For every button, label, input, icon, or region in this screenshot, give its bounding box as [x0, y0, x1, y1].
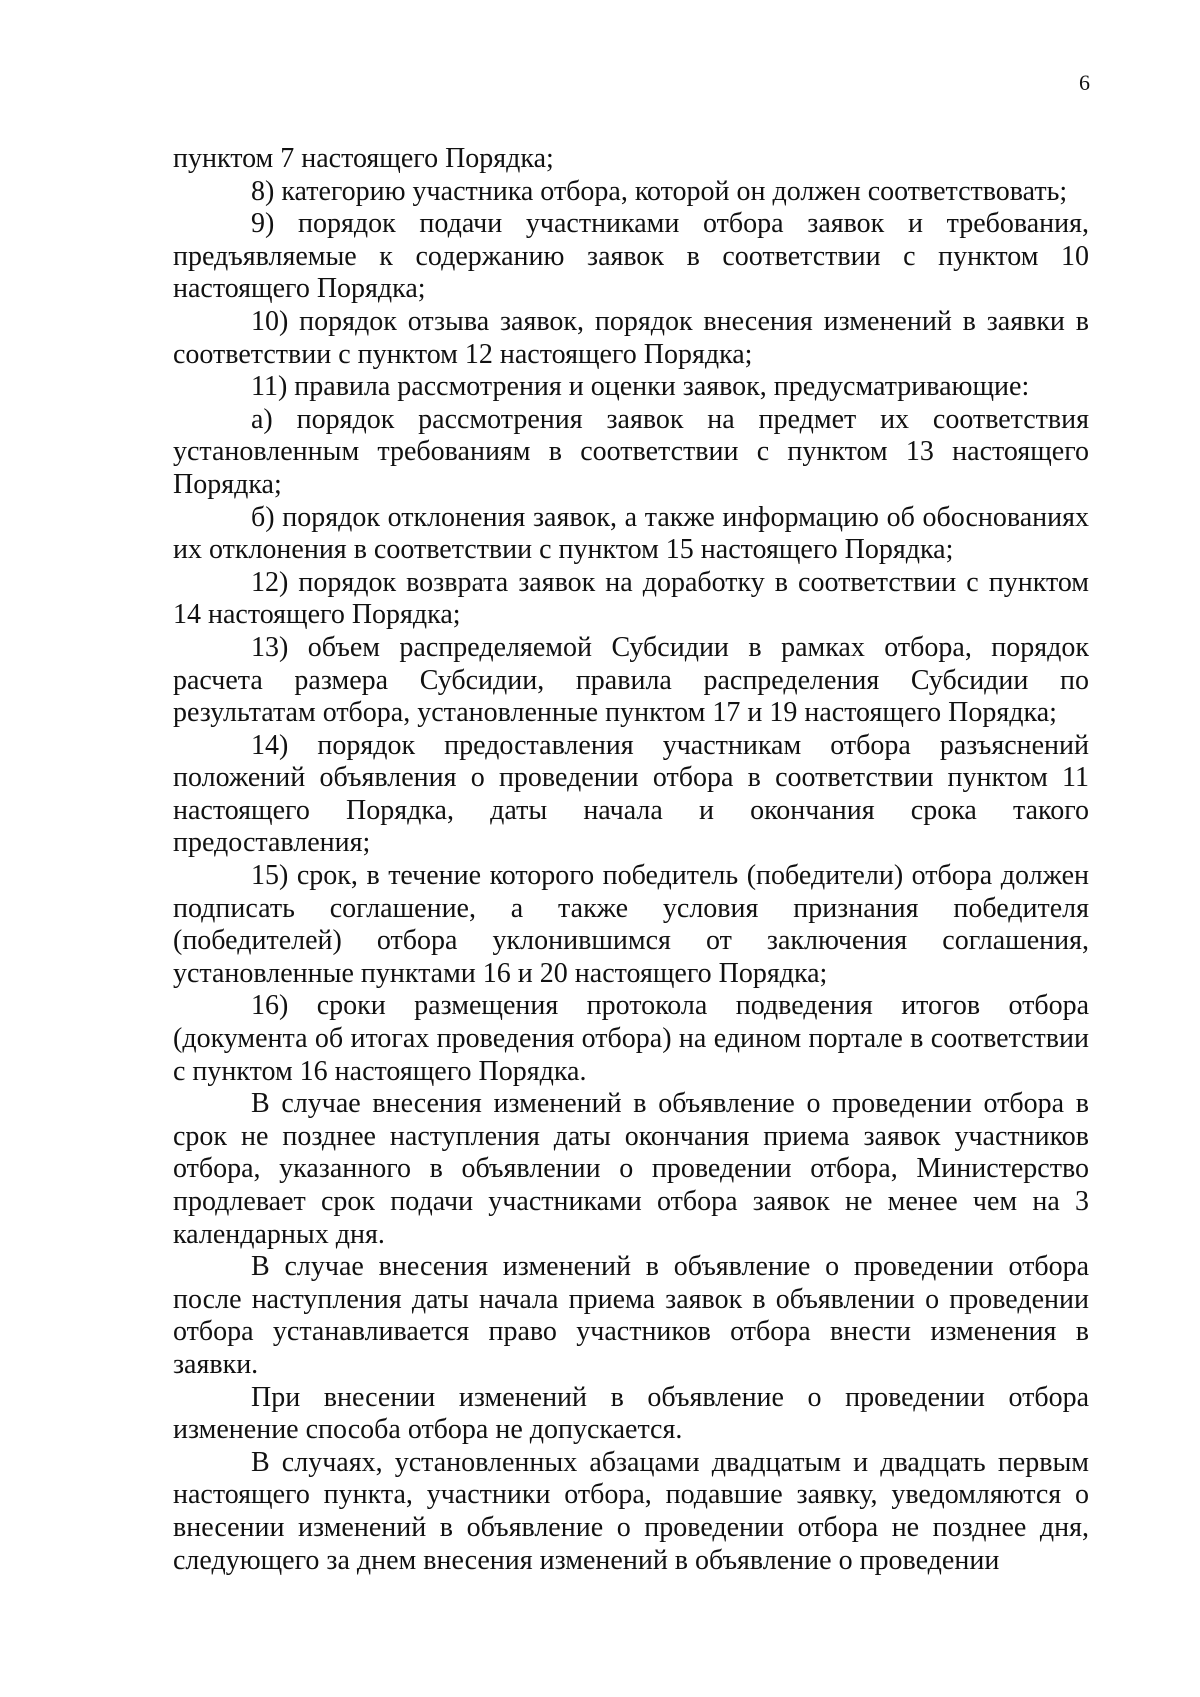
paragraph-notification: В случаях, установленных абзацами двадцатым и двадцать первым настоящего пункта, участники отбора, подавшие заявку, уведомляются о внесении изменений в объявление о проведении отбора не позднее дня, следующего за днем внесения изменений в объявление о проведении — [173, 1446, 1089, 1576]
list-item-13: 13) объем распределяемой Субсидии в рамках отбора, порядок расчета размера Субсидии, правила распределения Субсидии по результатам отбора, установленные пунктом 17 и 19 настоящего Порядка; — [173, 631, 1089, 729]
list-item-10: 10) порядок отзыва заявок, порядок внесения изменений в заявки в соответствии с пунктом 12 настоящего Порядка; — [173, 305, 1089, 370]
list-item-12: 12) порядок возврата заявок на доработку в соответствии с пунктом 14 настоящего Порядка; — [173, 566, 1089, 631]
list-item-14: 14) порядок предоставления участникам отбора разъяснений положений объявления о проведении отбора в соответствии пунктом 11 настоящего Порядка, даты начала и окончания срока такого предоставления; — [173, 729, 1089, 859]
list-item-15: 15) срок, в течение которого победитель (победители) отбора должен подписать соглашение, а также условия признания победителя (победителей) отбора уклонившимся от заключения соглашения, установленные пунктами 16 и 20 настоящего Порядка; — [173, 860, 1089, 989]
page-number: 6 — [1079, 70, 1090, 95]
paragraph-deadline-extension: В случае внесения изменений в объявление о проведении отбора в срок не позднее наступления даты окончания приема заявок участников отбора, указанного в объявлении о проведении отбора, Министерство продлевает срок подачи участниками отбора заявок не менее чем на 3 календарных дня. — [173, 1088, 1089, 1250]
list-item-9: 9) порядок подачи участниками отбора заявок и требования, предъявляемые к содержанию заявок в соответствии с пунктом 10 настоящего Порядка; — [173, 208, 1089, 305]
sub-item-a: а) порядок рассмотрения заявок на предмет их соответствия установленным требованиям в соответствии с пунктом 13 настоящего Порядка; — [173, 403, 1089, 500]
body-text — [173, 143, 1089, 1577]
paragraph-method-unchanged: При внесении изменений в объявление о проведении отбора изменение способа отбора не допускается. — [173, 1381, 1089, 1446]
list-item-8: 8) категорию участника отбора, которой он должен соответствовать; — [251, 175, 1068, 207]
paragraph-changes-after-start: В случае внесения изменений в объявление о проведении отбора после наступления даты начала приема заявок в объявлении о проведении отбора устанавливается право участников отбора внести изменения в заявки. — [173, 1251, 1089, 1380]
paragraph-continuation: пунктом 7 настоящего Порядка; — [173, 143, 554, 174]
list-item-16: 16) сроки размещения протокола подведения итогов отбора (документа об итогах проведения отбора) на едином портале в соответствии с пунктом 16 настоящего Порядка. — [173, 990, 1089, 1087]
list-item-11: 11) правила рассмотрения и оценки заявок, предусматривающие: — [251, 371, 1030, 403]
sub-item-b: б) порядок отклонения заявок, а также информацию об обоснованиях их отклонения в соответствии с пунктом 15 настоящего Порядка; — [173, 501, 1089, 566]
